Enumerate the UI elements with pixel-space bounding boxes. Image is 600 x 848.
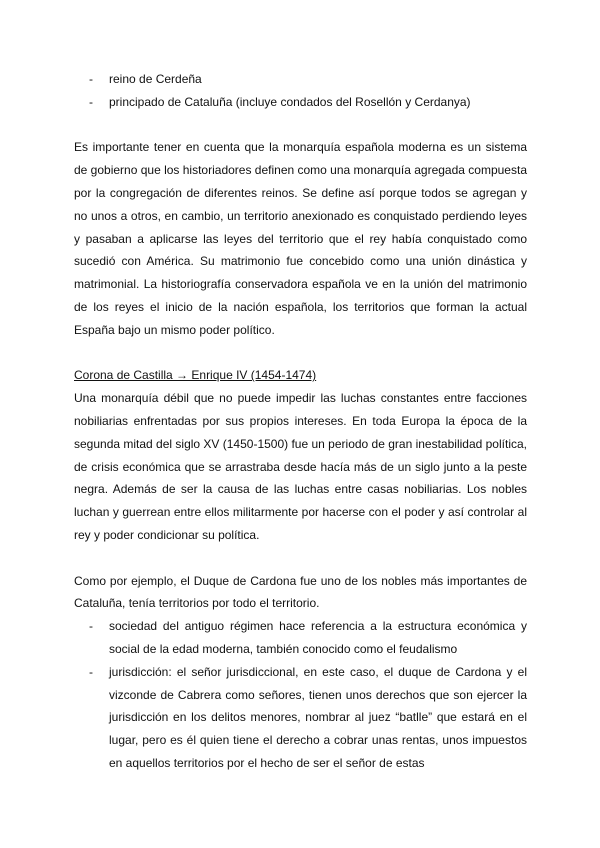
list-item: [74, 661, 527, 775]
list-item-text: jurisdicción: el señor jurisdiccional, en este caso, el duque de Cardona y el vizconde de Cabrera como señores, tienen unos derechos que son ejercer la jurisdicción en los delitos menores, nombrar al juez “batlle” que estará en el lugar, pero es él quien tiene el derecho a cobrar unas rentas, unos impuestos en aquellos territorios por el hecho de ser el señor de estas: [109, 664, 527, 770]
paragraph-enrique-iv: Una monarquía débil que no puede impedir las luchas constantes entre facciones nobiliarias enfrentadas por sus propios intereses. En toda Europa la época de la segunda mitad del siglo XV (1450-1500) fue un periodo de gran inestabilidad política, de crisis económica que se arrastraba desde hacía más de un siglo junto a la peste negra. Además de ser la causa de las luchas entre casas nobiliarias. Los nobles luchan y guerrean entre ellos militarmente por hacerse con el poder y así controlar al rey y poder condicionar su política.: [74, 391, 527, 542]
paragraph-cardona: Como por ejemplo, el Duque de Cardona fue uno de los nobles más importantes de Cataluña, tenía territorios por todo el territorio.: [74, 573, 527, 611]
list-item: [74, 91, 527, 114]
document-page: [74, 68, 527, 775]
list-item: [74, 615, 527, 661]
section-heading: Corona de Castilla → Enrique IV (1454-1474): [74, 368, 317, 383]
bullet-dash: -: [89, 619, 93, 634]
bullet-dash: -: [89, 94, 93, 109]
list-item-text: sociedad del antiguo régimen hace referencia a la estructura económica y social de la edad moderna, también conocido como el feudalismo: [109, 619, 527, 656]
bullet-dash: -: [89, 664, 93, 679]
bullet-dash: -: [89, 72, 93, 86]
paragraph-monarquia: Es importante tener en cuenta que la monarquía española moderna es un sistema de gobierno que los historiadores definen como una monarquía agregada compuesta por la congregación de diferentes reinos. Se define así porque todos se agregan y no unos a otros, en cambio, un territorio anexionado es conquistado perdiendo leyes y pasaban a aplicarse las leyes del territorio que el rey había conquistado como sucedió con América. Su matrimonio fue concebido como una unión dinástica y matrimonial. La historiografía conservadora española ve en la unión del matrimonio de los reyes el inicio de la nación española, los territorios que forman la actual España bajo un mismo poder político.: [74, 140, 527, 337]
list-item-text: principado de Cataluña (incluye condados del Rosellón y Cerdanya): [109, 94, 471, 109]
list-item-text: reino de Cerdeña: [109, 72, 202, 86]
list-item: [74, 68, 527, 91]
